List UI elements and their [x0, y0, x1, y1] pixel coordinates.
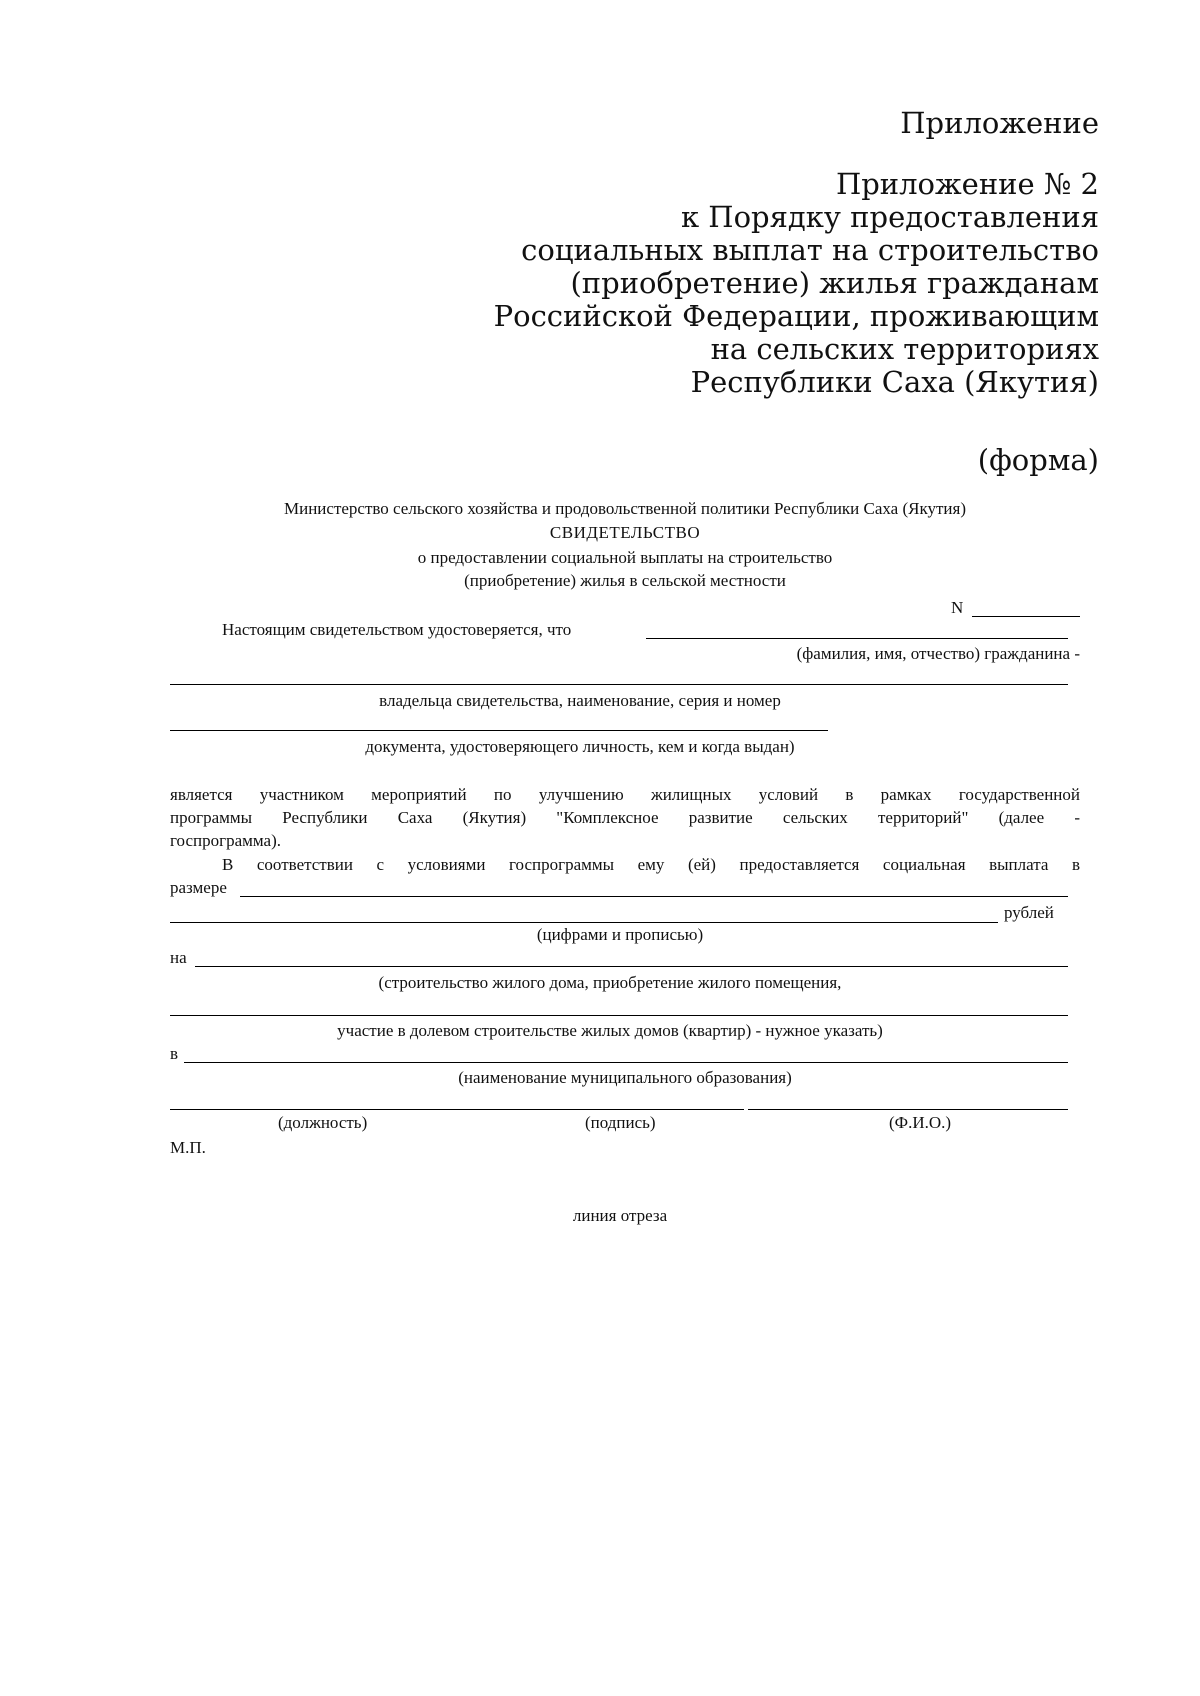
certificate-number-field[interactable]: [972, 616, 1080, 617]
certificate-number-label: N: [951, 598, 964, 617]
rubles-label: рублей: [1004, 903, 1054, 922]
owner-hint: владельца свидетельства, наименование, серия и номер: [379, 691, 781, 710]
appendix-reference: [494, 168, 1099, 399]
document-issued-field[interactable]: [170, 730, 828, 731]
appendix-reference-line: Российской Федерации, проживающим: [493, 299, 1099, 333]
signature-field[interactable]: [532, 1109, 744, 1110]
purpose-hint: участие в долевом строительстве жилых домов (квартир) - нужное указать): [337, 1021, 883, 1040]
accordance-text: В соответствии с условиями госпрограммы ему (ей) предоставляется социальная выплата в: [222, 855, 1080, 874]
cut-line-label: линия отреза: [572, 1206, 668, 1225]
purpose-field[interactable]: [195, 966, 1068, 967]
appendix-title: Приложение: [900, 106, 1099, 140]
ministry-name: Министерство сельского хозяйства и продовольственной политики Республики Саха (Якутия): [283, 499, 967, 518]
appendix-reference-line: Республики Саха (Якутия): [690, 365, 1099, 399]
amount-field-continued[interactable]: [170, 922, 998, 923]
full-name-hint: (Ф.И.О.): [889, 1113, 952, 1132]
participant-text-line: программы Республики Саха (Якутия) "Комплексное развитие сельских территорий" (далее -: [170, 808, 1080, 827]
appendix-reference-line: (приобретение) жилья гражданам: [570, 266, 1099, 300]
appendix-reference-line: на сельских территориях: [710, 332, 1099, 366]
full-name-field[interactable]: [748, 1109, 1068, 1110]
appendix-reference-line: к Порядку предоставления: [680, 200, 1099, 234]
position-field[interactable]: [170, 1109, 532, 1110]
appendix-reference-line: Приложение № 2: [835, 167, 1099, 201]
location-label: в: [170, 1044, 179, 1063]
amount-hint: (цифрами и прописью): [536, 925, 704, 944]
certify-text: Настоящим свидетельством удостоверяется, что: [222, 620, 572, 639]
form-label: (форма): [977, 443, 1099, 477]
amount-label: размере: [170, 878, 227, 897]
owner-document-field[interactable]: [170, 684, 1068, 685]
document-hint: документа, удостоверяющего личность, кем и когда выдан): [365, 737, 795, 756]
certificate-title: СВИДЕТЕЛЬСТВО: [549, 523, 701, 542]
appendix-reference-line: социальных выплат на строительство: [521, 233, 1099, 267]
amount-field[interactable]: [240, 896, 1068, 897]
purpose-label: на: [170, 948, 187, 967]
purpose-field-continued[interactable]: [170, 1015, 1068, 1016]
participant-text-line: госпрограмма).: [170, 831, 281, 850]
position-hint: (должность): [278, 1113, 368, 1132]
seal-label: М.П.: [170, 1138, 206, 1157]
purpose-hint: (строительство жилого дома, приобретение жилого помещения,: [378, 973, 842, 992]
signature-hint: (подпись): [585, 1113, 656, 1132]
municipality-field[interactable]: [184, 1062, 1068, 1063]
citizen-fio-field[interactable]: [646, 638, 1068, 639]
participant-text-line: является участником мероприятий по улучшению жилищных условий в рамках государственной: [170, 785, 1080, 804]
fio-hint: (фамилия, имя, отчество) гражданина -: [796, 644, 1080, 663]
certificate-subtitle: (приобретение) жилья в сельской местности: [464, 571, 786, 590]
certificate-subtitle: о предоставлении социальной выплаты на строительство: [417, 548, 833, 567]
municipality-hint: (наименование муниципального образования): [458, 1068, 792, 1087]
